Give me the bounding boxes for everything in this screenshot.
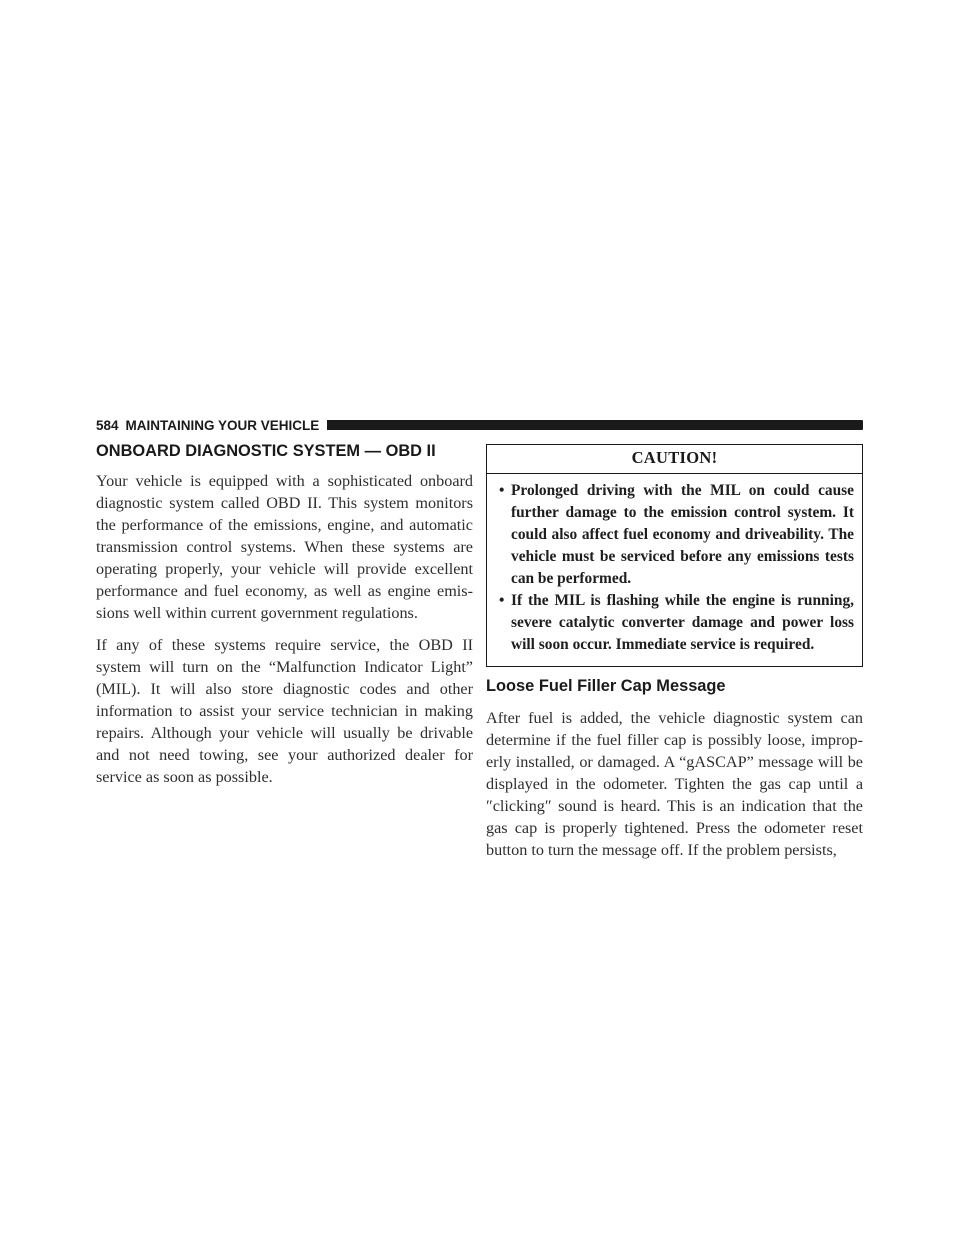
- caution-list: [499, 480, 854, 656]
- caution-title: CAUTION!: [487, 445, 862, 474]
- section-heading: ONBOARD DIAGNOSTIC SYSTEM — OBD II: [96, 442, 436, 460]
- caution-box: [486, 444, 863, 667]
- subsection-heading: Loose Fuel Filler Cap Message: [486, 677, 726, 695]
- fuel-cap-paragraph: After fuel is added, the vehicle diagnostic system can determine if the fuel filler cap is possibly loose, improperly installed, or damaged. A “gASCAP” message will be displayed in the odometer. Tighten the gas cap until a ″clicking″ sound is heard. This is an indication that the gas cap is properly tightened. Press the odometer reset button to turn the message off. If the problem persists,: [486, 709, 863, 859]
- caution-item: [499, 480, 854, 590]
- running-header: [96, 416, 863, 434]
- obd-intro-paragraph: Your vehicle is equipped with a sophisticated onboard diagnostic system called OBD II. This system monitors the performance of the emissions, engine, and automatic transmission control systems. When these systems are operating properly, your vehicle will provide excellent performance and fuel economy, as well as engine emissions well within current government regulations.: [96, 472, 473, 622]
- header-rule: [327, 420, 863, 430]
- page-number: 584: [96, 417, 119, 433]
- left-column: [96, 440, 473, 788]
- bullet-icon: •: [499, 482, 505, 499]
- section-title: MAINTAINING YOUR VEHICLE: [125, 417, 320, 433]
- bullet-icon: •: [499, 592, 505, 609]
- caution-item-text: Prolonged driving with the MIL on could cause further damage to the emission control system. It could also affect fuel economy and driveability. The vehicle must be serviced before any emissions tests can be performed.: [511, 482, 854, 587]
- right-column: [486, 444, 863, 861]
- caution-item-text: If the MIL is flashing while the engine is running, severe catalytic converter damage and power loss will soon occur. Immediate service is required.: [511, 592, 854, 653]
- caution-item: [499, 590, 854, 656]
- obd-service-paragraph: If any of these systems require service, the OBD II system will turn on the “Malfunction Indicator Light” (MIL). It will also store diagnostic codes and other information to assist your service technician in making repairs. Although your vehicle will usually be drivable and not need towing, see your authorized dealer for service as soon as possible.: [96, 636, 473, 786]
